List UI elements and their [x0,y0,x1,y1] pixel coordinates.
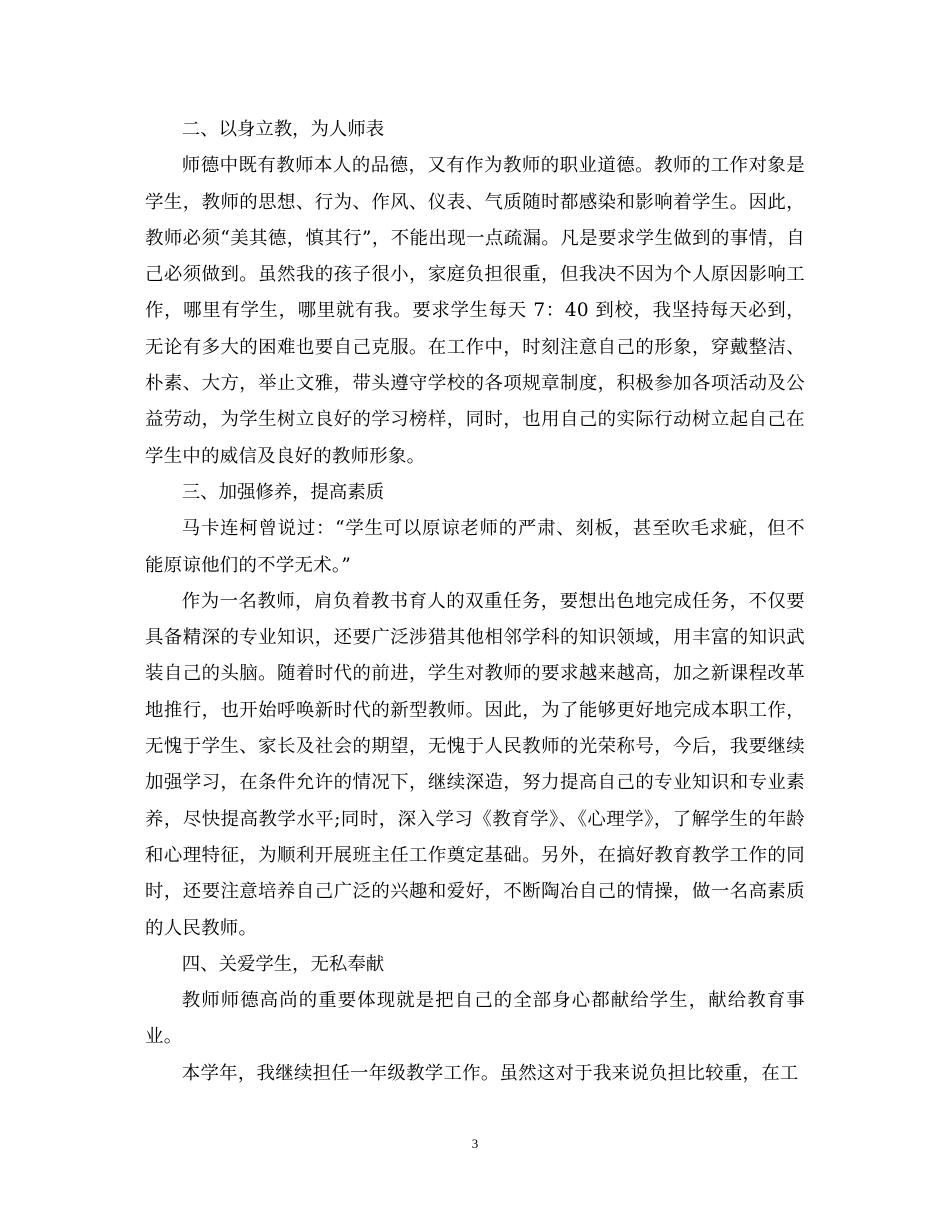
page-number: 3 [471,1136,479,1151]
body-paragraph: 本学年，我继续担任一年级教学工作。虽然这对于我来说负担比较重，在工 [181,1062,799,1084]
section-heading-3: 三、加强修养，提高素质 [181,481,385,503]
document-body [145,112,805,1092]
body-paragraph-quote: 马卡连柯曾说过：“学生可以原谅老师的严肃、刻板，甚至吹毛求疵，但不能原谅他们的不学无术。” [145,518,805,576]
body-paragraph: 作为一名教师，肩负着教书育人的双重任务，要想出色地完成任务，不仅要具备精深的专业知识，还要广泛涉猎其他相邻学科的知识领域，用丰富的知识武装自己的头脑。随着时代的前进，学生对教师的要求越来越高，加之新课程改革地推行，也开始呼唤新时代的新型教师。因此，为了能够更好地完成本职工作，无愧于学生、家长及社会的期望，无愧于人民教师的光荣称号，今后，我要继续加强学习，在条件允许的情况下，继续深造，努力提高自己的专业知识和专业素养，尽快提高教学水平;同时，深入学习《教育学》、《心理学》，了解学生的年龄和心理特征，为顺利开展班主任工作奠定基础。另外，在搞好教育教学工作的同时，还要注意培养自己广泛的兴趣和爱好，不断陶冶自己的情操，做一名高素质的人民教师。 [145,590,805,939]
section-heading-4: 四、关爱学生，无私奉献 [181,953,385,975]
body-paragraph: 教师师德高尚的重要体现就是把自己的全部身心都献给学生，献给教育事业。 [145,990,805,1048]
body-paragraph: 师德中既有教师本人的品德，又有作为教师的职业道德。教师的工作对象是学生，教师的思想、行为、作风、仪表、气质随时都感染和影响着学生。因此，教师必须“美其德，慎其行”，不能出现一点疏漏。凡是要求学生做到的事情，自己必须做到。虽然我的孩子很小，家庭负担很重，但我决不因为个人原因影响工作，哪里有学生，哪里就有我。要求学生每天 7：40 到校，我坚持每天必到，无论有多大的困难也要自己克服。在工作中，时刻注意自己的形象，穿戴整洁、朴素、大方，举止文雅，带头遵守学校的各项规章制度，积极参加各项活动及公益劳动，为学生树立良好的学习榜样，同时，也用自己的实际行动树立起自己在学生中的威信及良好的教师形象。 [145,155,805,467]
section-heading-2: 二、以身立教，为人师表 [181,119,385,140]
